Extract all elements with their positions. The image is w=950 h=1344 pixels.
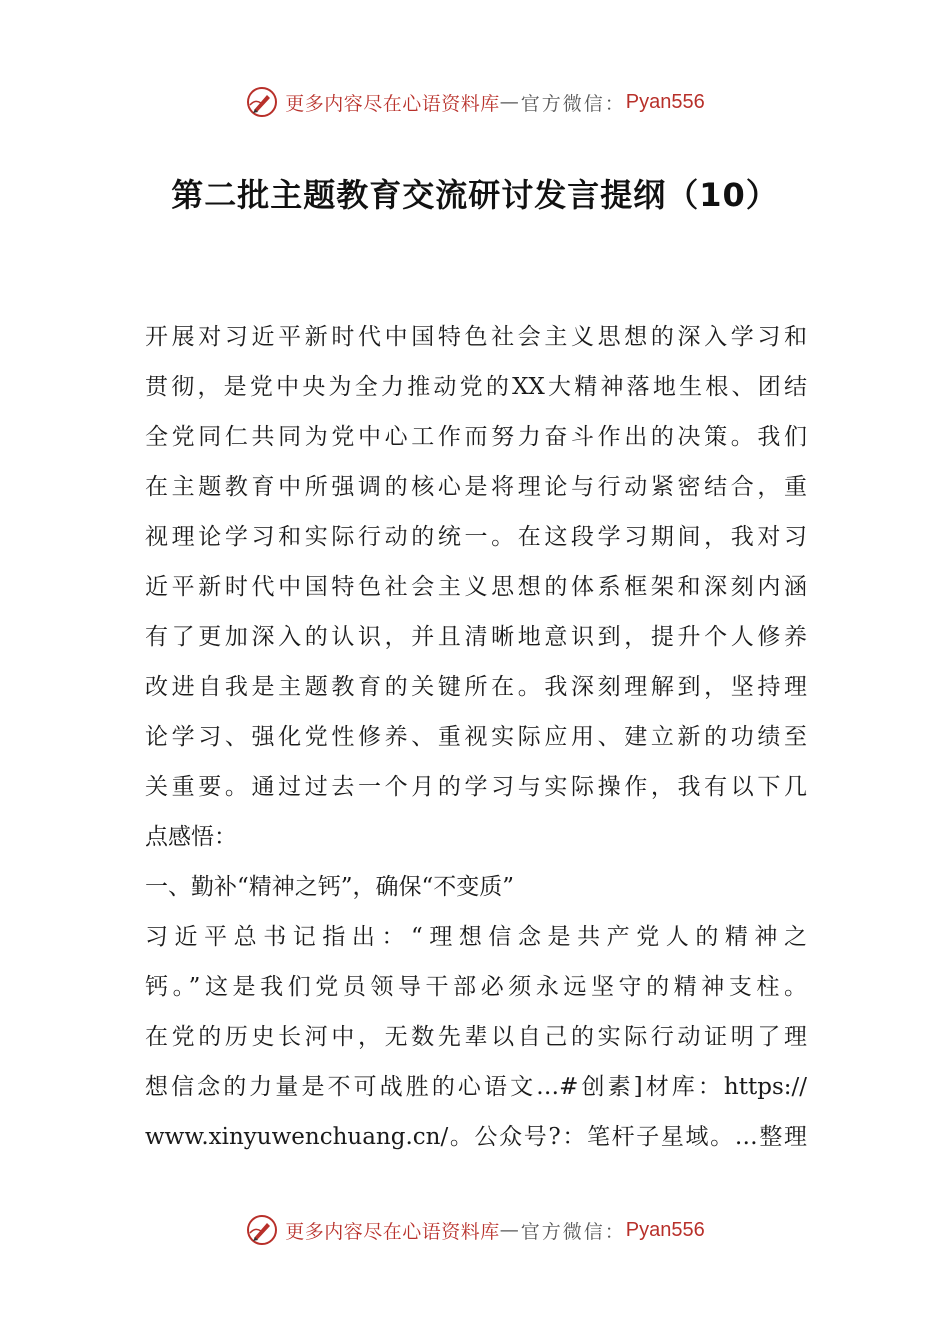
footer-banner [0,1210,950,1250]
banner-sub-text: 官方微信： [520,92,626,115]
banner-main-text: 更多内容尽在心语资料库 [285,1220,500,1243]
banner-main-text: 更多内容尽在心语资料库 [285,92,500,115]
body-line: 钙。”这是我们党员领导干部必须永远坚守的精神支柱。 [145,974,807,1000]
document-title: 第二批主题教育交流研讨发言提纲（10） [171,176,779,214]
body-line: 近平新时代中国特色社会主义思想的体系框架和深刻内涵 [145,574,807,600]
banner-dash: — [499,1219,521,1241]
body-line: 改进自我是主题教育的关键所在。我深刻理解到，坚持理 [145,674,807,700]
body-line: 开展对习近平新时代中国特色社会主义思想的深入学习和 [145,324,807,350]
banner-wechat-id: Pyan556 [625,90,705,113]
body-line: 在主题教育中所强调的核心是将理论与行动紧密结合，重 [145,474,807,500]
body-line: 论学习、强化党性修养、重视实际应用、建立新的功绩至 [145,724,807,750]
header-banner [0,82,950,122]
body-line: 点感悟： [145,824,237,850]
body-line: 习近平总书记指出：“理想信念是共产党人的精神之 [145,924,807,950]
body-line: 有了更加深入的认识，并且清晰地意识到，提升个人修养 [145,624,807,650]
pen-logo-icon [245,85,279,119]
document-body [145,312,807,1162]
body-line: 想信念的力量是不可战胜的心语文…#创素]材库：https:// [145,1074,807,1100]
section-heading: 一、勤补“精神之钙”，确保“不变质” [145,874,515,900]
body-line: 贯彻，是党中央为全力推动党的XX大精神落地生根、团结 [145,374,807,400]
body-line: 关重要。通过过去一个月的学习与实际操作，我有以下几 [145,774,807,800]
banner-wechat-id: Pyan556 [625,1218,705,1241]
body-line: 全党同仁共同为党中心工作而努力奋斗作出的决策。我们 [145,424,807,450]
body-line: 视理论学习和实际行动的统一。在这段学习期间，我对习 [145,524,807,550]
body-line: www.xinyuwenchuang.cn/。公众号?：笔杆子星域。…整理 [145,1124,807,1150]
pen-logo-icon [245,1213,279,1247]
banner-dash: — [499,91,521,113]
banner-sub-text: 官方微信： [520,1220,626,1243]
body-line: 在党的历史长河中，无数先辈以自己的实际行动证明了理 [145,1024,807,1050]
